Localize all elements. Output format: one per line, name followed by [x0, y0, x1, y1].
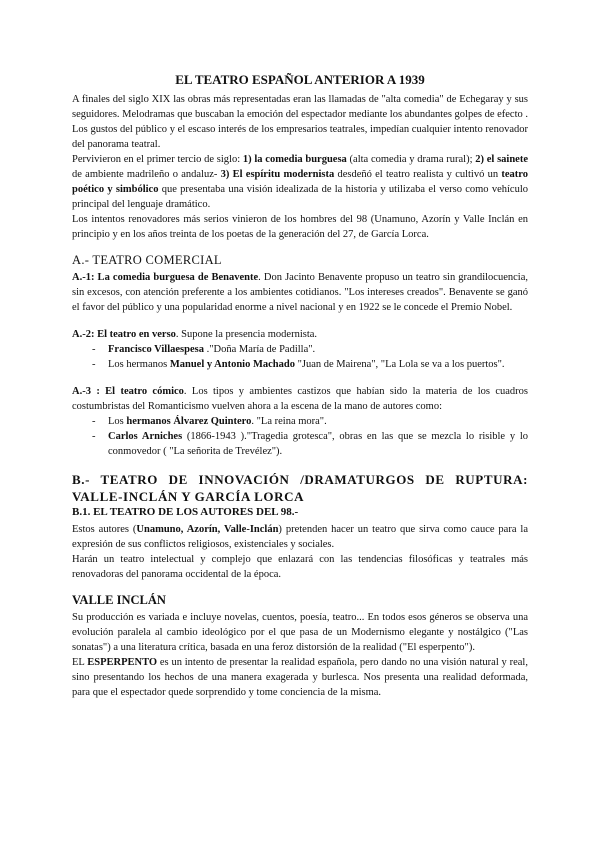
- list-item: - Francisco Villaespesa ."Doña María de Padilla".: [92, 342, 528, 357]
- section-a1-paragraph: A.-1: La comedia burguesa de Benavente. Don Jacinto Benavente propuso un teatro sin grandilocuencia, sin excesos, con atención preferente a los ambientes cotidianos. "Los intereses creados". Benavente se ganó el favor del público y una popularidad enorme a nivel nacional y en 1922 se le concede el Premio Nobel.: [72, 272, 528, 313]
- document-title: EL TEATRO ESPAÑOL ANTERIOR A 1939: [175, 72, 425, 87]
- section-b-paragraph-2: Harán un teatro intelectual y complejo que enlazará con las tendencias filosóficas y teatrales más renovadoras del panorama occidental de la época.: [72, 554, 528, 580]
- section-b-heading: B.- TEATRO DE INNOVACIÓN /DRAMATURGOS DE RUPTURA: VALLE-INCLÁN Y GARCÍA LORCA: [72, 472, 528, 504]
- section-b-paragraph-1: Estos autores (Unamuno, Azorín, Valle-Inclán) pretenden hacer un teatro que sirva como cauce para la expresión de sus conflictos religiosos, existenciales y sociales.: [72, 524, 528, 550]
- intro-paragraph-2: Pervivieron en el primer tercio de siglo: 1) la comedia burguesa (alta comedia y drama rural); 2) el sainete de ambiente madrileño o andaluz- 3) El espíritu modernista desdeñó el teatro realista y cultivó un teatro poético y simbólico que presentaba una visión idealizada de la historia y utilizaba el verso como vehículo principal del lenguaje dramático.: [72, 154, 528, 210]
- valle-inclan-heading: VALLE INCLÁN: [72, 593, 166, 607]
- intro-paragraph-1: A finales del siglo XIX las obras más representadas eran las llamadas de "alta comedia" de Echegaray y sus seguidores. Melodramas que buscaban la emoción del espectador mediante los abundantes golpes de efecto . Los gustos del público y el escaso interés de los empresarios teatrales, impedían cualquier intento renovador del panorama teatral.: [72, 94, 529, 150]
- intro-paragraph-3: Los intentos renovadores más serios vinieron de los hombres del 98 (Unamuno, Azorín y Valle Inclán en principio y en los años treinta de los poetas de la generación del 27, de García Lorca.: [72, 214, 528, 240]
- section-a-heading: A.- TEATRO COMERCIAL: [72, 253, 222, 267]
- section-a3-paragraph: A.-3 : El teatro cómico. Los tipos y ambientes castizos que habían sido la materia de los cuadros costumbristas del Romanticismo vuelven ahora a la escena de la mano de autores como:: [72, 386, 528, 412]
- section-a3-list: [72, 414, 528, 459]
- section-a2-list: [72, 342, 528, 372]
- list-item: - Los hermanos Manuel y Antonio Machado "Juan de Mairena", "La Lola se va a los puertos".: [92, 357, 528, 372]
- list-item: - Carlos Arniches (1866-1943 )."Tragedia grotesca", obras en las que se mezcla lo risible y lo conmovedor ( "La señorita de Trevélez").: [92, 429, 528, 459]
- section-b1-subheading: B.1. EL TEATRO DE LOS AUTORES DEL 98.-: [72, 506, 299, 518]
- section-a2-paragraph: A.-2: El teatro en verso. Supone la presencia modernista.: [72, 329, 318, 340]
- valle-paragraph-2: EL ESPERPENTO es un intento de presentar la realidad española, pero dando no una visión natural y real, sino presentando los hechos de una manera exagerada y burlesca. Nos presenta una realidad deformada, para que el espectador quede sorprendido y tome conciencia de la misma.: [72, 657, 528, 698]
- document-page: [72, 72, 528, 700]
- list-item: - Los hermanos Álvarez Quintero. "La reina mora".: [92, 414, 528, 429]
- valle-paragraph-1: Su producción es variada e incluye novelas, cuentos, poesía, teatro... En todos esos géneros se observa una evolución paralela al cambio ideológico por el que pasa de un Modernismo elegante y nostálgico ("Las sonatas") a una literatura crítica, basada en una feroz distorsión de la realidad ("El esperpento").: [72, 612, 528, 653]
